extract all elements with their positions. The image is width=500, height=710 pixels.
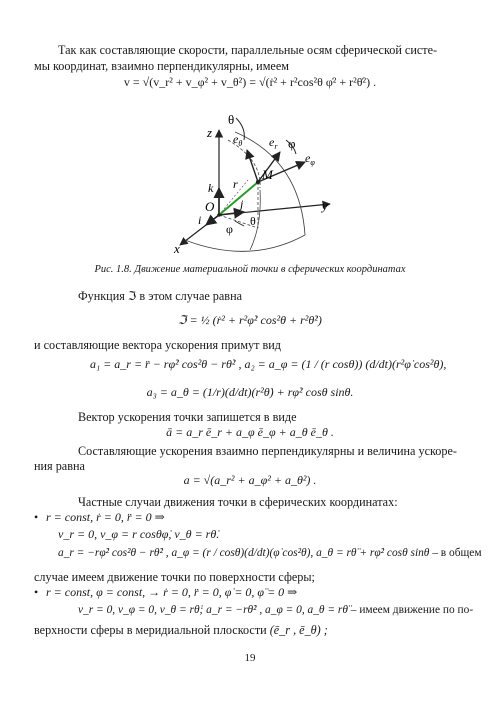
figure-caption: Рис. 1.8. Движение материальной точки в сферических координатах — [94, 264, 406, 275]
equation-a-vector: ā = a_r ē_r + a_φ ē_φ + a_θ ē_θ . — [166, 425, 334, 439]
unit-vector-i — [206, 215, 219, 225]
label-x: x — [174, 241, 180, 256]
origin-O — [217, 213, 221, 217]
label-M: M — [262, 167, 273, 182]
page-number: 19 — [244, 652, 256, 664]
label-k: k — [208, 181, 214, 195]
label-i: i — [198, 213, 202, 227]
paragraph-line: Частные случаи движения точки в сферических координатах: — [78, 495, 398, 509]
equation-a1-a2: a₁ = a_r = r̈ − rφ̇² cos²θ − rθ̇² , a₂ = a_φ = (1 / (r cosθ)) (d/dt)(r²φ̇ cos²θ), — [90, 357, 447, 371]
equation-a-magnitude: a = √(a_r² + a_φ² + a_θ²) . — [183, 473, 317, 487]
paragraph-line: мы координат, взаимно перпендикулярны, имеем — [34, 59, 289, 73]
case-1-velocity: v_r = 0, v_φ = r cosθφ̇, v_θ = rθ̇. — [58, 527, 220, 541]
spherical-coordinates-figure — [0, 100, 500, 270]
paragraph-line: Вектор ускорения точки запишется в виде — [78, 410, 297, 424]
label-y: y — [322, 198, 328, 213]
paragraph-line: Составляющие ускорения взаимно перпендикулярны и величина ускоре- — [78, 444, 457, 458]
equation-a3: a₃ = a_θ = (1/r)(d/dt)(r²θ̇) + rφ̇² cosθ sinθ. — [146, 385, 354, 399]
paragraph-line: ния равна — [34, 459, 85, 473]
paragraph-line: верхности сферы в меридиальной плоскости (ē_r , ē_θ) ; — [34, 623, 328, 637]
label-e-phi: $e_\varphi$ — [305, 151, 315, 167]
paragraph-line: и составляющие вектора ускорения примут вид — [34, 338, 281, 352]
label-r: r — [233, 177, 238, 191]
case-2-values: v_r = 0, v_φ = 0, v_θ = rθ̇; a_r = −rθ̇² , a_φ = 0, a_θ = rθ̈ – имеем движение по по- — [78, 604, 474, 616]
label-phi-top: φ — [288, 136, 296, 151]
label-theta-bottom: θ — [250, 214, 256, 228]
point-M — [256, 180, 260, 184]
paragraph-line: случае имеем движение точки по поверхности сферы; — [34, 570, 315, 584]
paragraph-line: Функция ℑ в этом случае равна — [78, 289, 242, 303]
label-e-theta: $e_\theta$ — [233, 132, 243, 148]
sphere-arc-equator — [185, 235, 305, 251]
case-1-conditions: • r = const, ṙ = 0, r̈ = 0 ⇒ — [34, 510, 165, 524]
equation-velocity: v = √(v_r² + v_φ² + v_θ²) = √(ṙ² + r²cos²θ φ̇² + r²θ̇²) . — [123, 75, 377, 89]
paragraph-line: Так как составляющие скорости, параллельные осям сферической систе- — [58, 43, 438, 57]
radius-vector — [219, 182, 258, 215]
label-O: O — [205, 199, 215, 214]
case-1-acceleration: a_r = −rφ̇² cos²θ − rθ̇² , a_φ = (r / cosθ)(d/dt)(φ̇ cos²θ), a_θ = rθ̈ + rφ̇² cosθ sinθ – в общем — [58, 547, 482, 559]
unit-vector-e-theta — [247, 150, 258, 182]
label-z: z — [207, 125, 213, 140]
label-phi-bottom: φ — [226, 222, 233, 236]
label-e-r: $e_r$ — [269, 135, 278, 151]
case-2-conditions: • r = const, φ = const, → ṙ = 0, r̈ = 0, φ̇ = 0, φ̈ = 0 ⇒ — [34, 585, 298, 599]
label-j: j — [240, 197, 244, 211]
label-theta-top: θ — [228, 112, 235, 127]
equation-function: ℑ = ½ (ṙ² + r²φ̇² cos²θ + r²θ̇²) — [178, 313, 322, 327]
